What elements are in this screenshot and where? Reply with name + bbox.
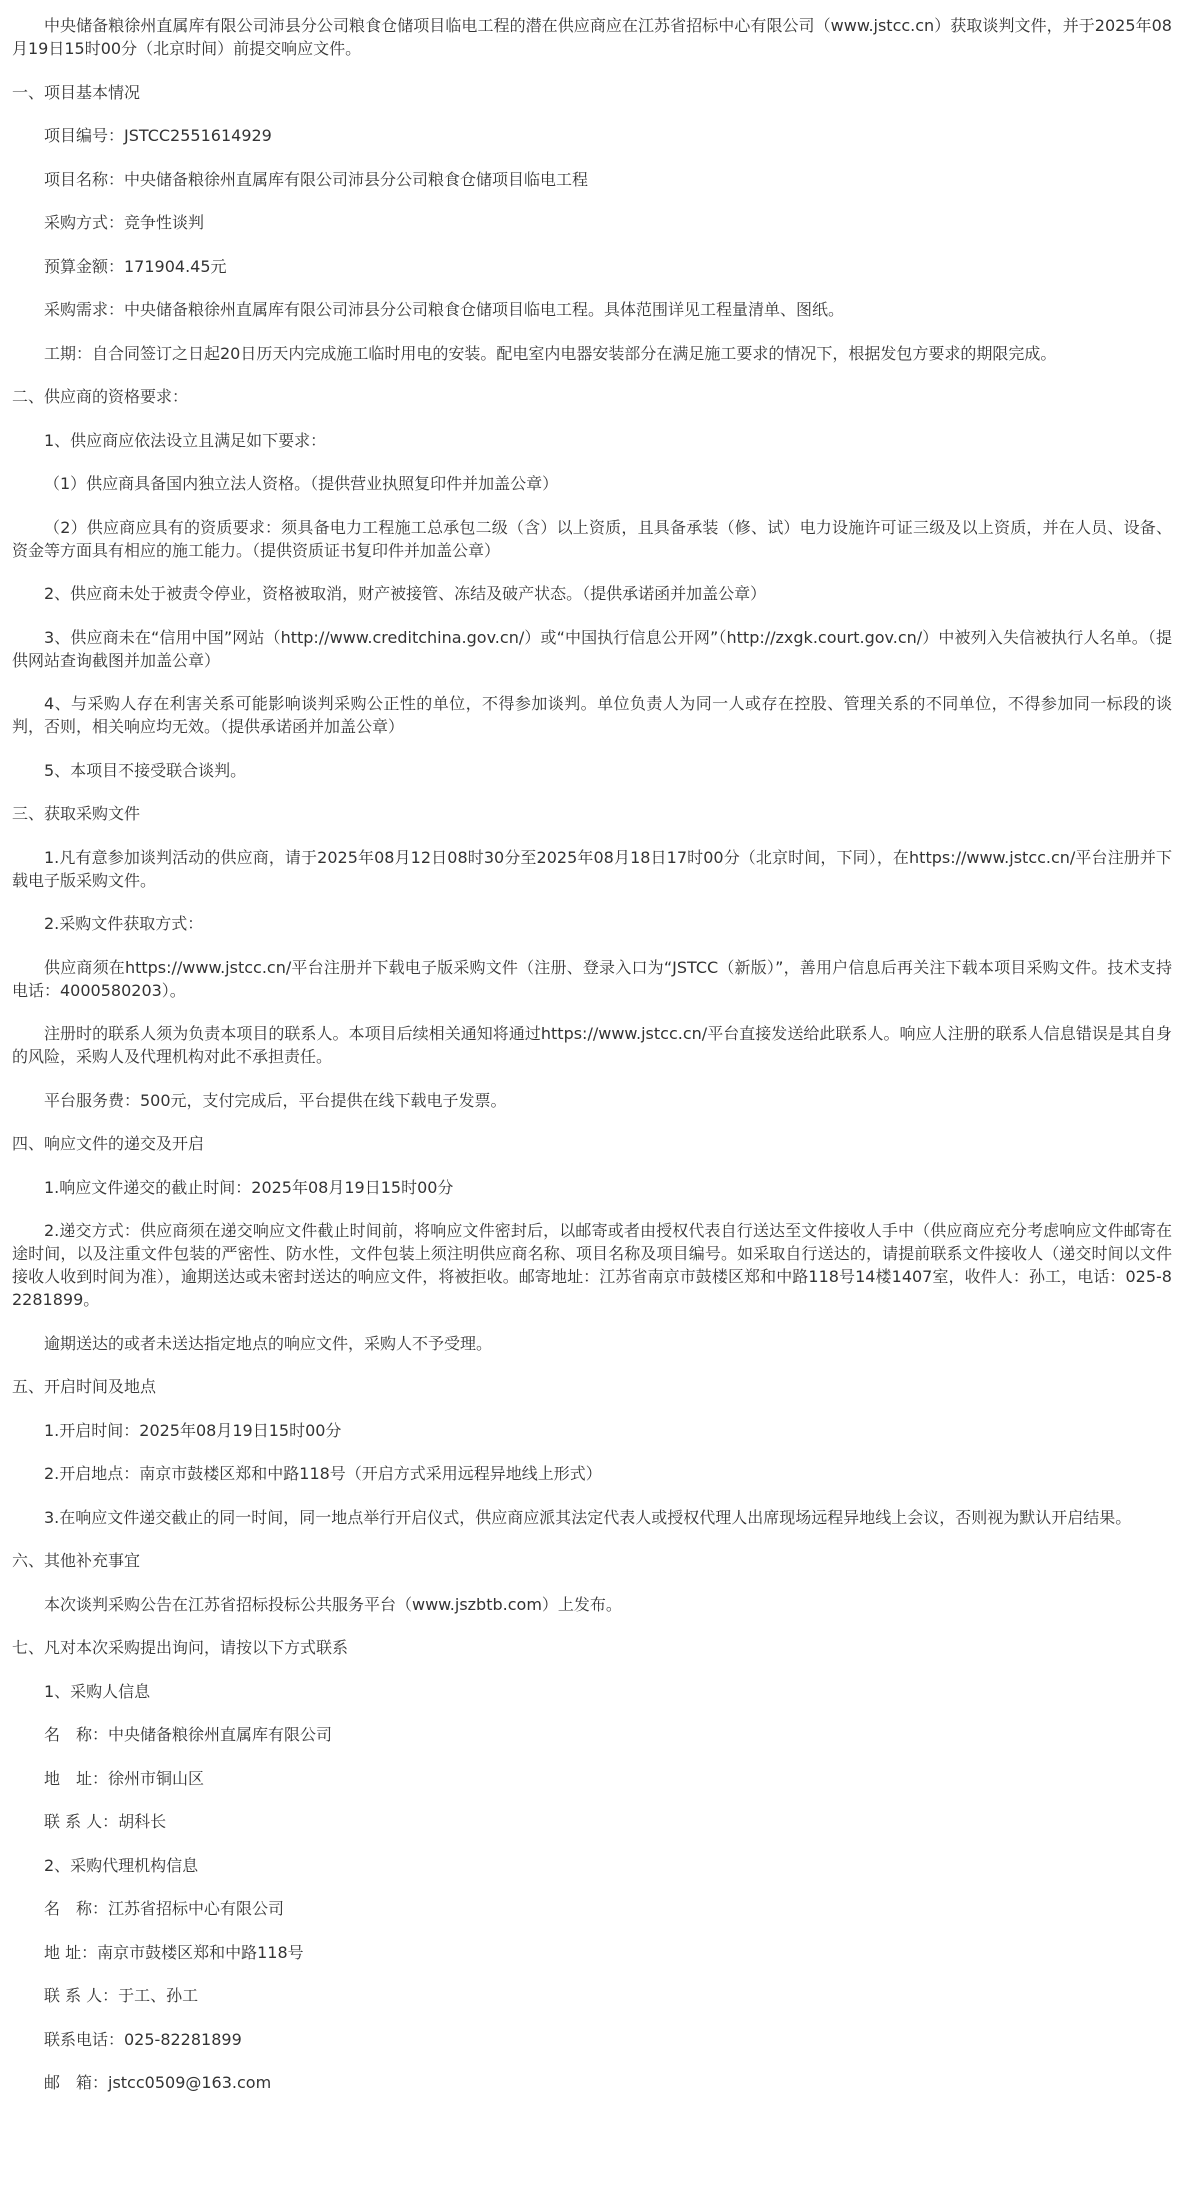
agency-contact: 联 系 人：于工、孙工 [44, 1986, 199, 2005]
submission-method: 2.递交方式：供应商须在递交响应文件截止时间前，将响应文件密封后，以邮寄或者由授权代表自行送达至文件接收人手中（供应商应充分考虑响应文件邮寄在途时间，以及注重文件包装的严密性、防水性，文件包装上须注明供应商名称、项目名称及项目编号。如采取自行送达的，请提前联系文件接收人（递交时间以文件接收人收到时间为准），逾期送达或未密封送达的响应文件，将被拒收。邮寄地址：江苏省南京市鼓楼区郑和中路118号14楼1407室，收件人：孙工，电话：025-82281899。 [12, 1221, 1172, 1309]
publication-note: 本次谈判采购公告在江苏省招标投标公共服务平台（www.jszbtb.com）上发布。 [44, 1594, 622, 1614]
qualification-item-4: 4、与采购人存在利害关系可能影响谈判采购公正性的单位，不得参加谈判。单位负责人为同一人或存在控股、管理关系的不同单位，不得参加同一标段的谈判，否则，相关响应均无效。（提供承诺函并加盖公章） [12, 694, 1172, 736]
obtain-paragraph-registration: 供应商须在https://www.jstcc.cn/平台注册并下载电子版采购文件（注册、登录入口为“JSTCC（新版）”，善用户信息后再关注下载本项目采购文件。技术支持电话：4000580203）。 [12, 957, 1172, 1000]
project-number: 项目编号：JSTCC2551614929 [44, 126, 272, 145]
opening-ceremony: 3.在响应文件递交截止的同一时间，同一地点举行开启仪式，供应商应派其法定代表人或授权代理人出席现场远程异地线上会议，否则视为默认开启结果。 [44, 1507, 1132, 1527]
agency-name: 名 称：江苏省招标中心有限公司 [44, 1899, 285, 1918]
obtain-paragraph-contact: 注册时的联系人须为负责本项目的联系人。本项目后续相关通知将通过https://www.jstcc.cn/平台直接发送给此联系人。响应人注册的联系人信息错误是其自身的风险，采购人及代理机构对此不承担责任。 [12, 1024, 1172, 1066]
procurement-method: 采购方式：竞争性谈判 [44, 213, 205, 232]
qualification-item-5: 5、本项目不接受联合谈判。 [44, 760, 247, 780]
submission-deadline: 1.响应文件递交的截止时间：2025年08月19日15时00分 [44, 1177, 454, 1197]
procurement-requirement: 采购需求：中央储备粮徐州直属库有限公司沛县分公司粮食仓储项目临电工程。具体范围详见工程量清单、图纸。 [44, 300, 845, 319]
project-name: 项目名称：中央储备粮徐州直属库有限公司沛县分公司粮食仓储项目临电工程 [44, 169, 589, 189]
construction-duration: 工期：自合同签订之日起20日历天内完成施工临时用电的安装。配电室内电器安装部分在满足施工要求的情况下，根据发包方要求的期限完成。 [44, 343, 1057, 363]
section-heading-project-info: 一、项目基本情况 [12, 82, 141, 102]
buyer-info-heading: 1、采购人信息 [44, 1681, 151, 1701]
section-heading-opening: 五、开启时间及地点 [12, 1377, 157, 1396]
section-heading-obtain-documents: 三、获取采购文件 [12, 804, 141, 823]
section-heading-contact: 七、凡对本次采购提出询问，请按以下方式联系 [12, 1638, 349, 1657]
qualification-item-1a: （1）供应商具备国内独立法人资格。（提供营业执照复印件并加盖公章） [44, 474, 559, 493]
agency-info-heading: 2、采购代理机构信息 [44, 1855, 199, 1875]
budget-amount: 预算金额：171904.45元 [44, 256, 227, 276]
buyer-name: 名 称：中央储备粮徐州直属库有限公司 [44, 1725, 333, 1744]
opening-location: 2.开启地点：南京市鼓楼区郑和中路118号（开启方式采用远程异地线上形式） [44, 1464, 602, 1483]
qualification-item-3: 3、供应商未在“信用中国”网站（http://www.creditchina.gov.cn/）或“中国执行信息公开网”（http://zxgk.court.gov.cn/）中被列入失信被执行人名单。（提供网站查询截图并加盖公章） [12, 627, 1172, 670]
agency-email: 邮 箱：jstcc0509@163.com [44, 2073, 272, 2092]
opening-time: 1.开启时间：2025年08月19日15时00分 [44, 1420, 342, 1440]
buyer-address: 地 址：徐州市铜山区 [44, 1768, 205, 1788]
section-heading-other: 六、其他补充事宜 [12, 1551, 141, 1570]
submission-late-note: 逾期送达的或者未送达指定地点的响应文件，采购人不予受理。 [44, 1333, 493, 1353]
obtain-item-1: 1.凡有意参加谈判活动的供应商，请于2025年08月12日08时30分至2025年08月18日17时00分（北京时间，下同），在https://www.jstcc.cn/平台注册并下载电子版采购文件。 [12, 847, 1172, 890]
qualification-item-2: 2、供应商未处于被责令停业，资格被取消，财产被接管、冻结及破产状态。（提供承诺函并加盖公章） [44, 584, 767, 603]
intro-paragraph: 中央储备粮徐州直属库有限公司沛县分公司粮食仓储项目临电工程的潜在供应商应在江苏省招标中心有限公司（www.jstcc.cn）获取谈判文件，并于2025年08月19日15时00分（北京时间）前提交响应文件。 [12, 16, 1172, 58]
section-heading-submission: 四、响应文件的递交及开启 [12, 1134, 205, 1153]
obtain-item-2: 2.采购文件获取方式： [44, 914, 204, 933]
obtain-paragraph-service-fee: 平台服务费：500元，支付完成后，平台提供在线下载电子发票。 [44, 1090, 507, 1110]
agency-phone: 联系电话：025-82281899 [44, 2029, 242, 2049]
qualification-item-1: 1、供应商应依法设立且满足如下要求： [44, 430, 327, 450]
buyer-contact: 联 系 人：胡科长 [44, 1812, 167, 1831]
qualification-item-1b: （2）供应商应具有的资质要求：须具备电力工程施工总承包二级（含）以上资质，且具备承装（修、试）电力设施许可证三级及以上资质，并在人员、设备、资金等方面具有相应的施工能力。（提供资质证书复印件并加盖公章） [12, 517, 1172, 560]
agency-address: 地 址：南京市鼓楼区郑和中路118号 [44, 1942, 304, 1962]
section-heading-qualification: 二、供应商的资格要求： [12, 387, 189, 406]
